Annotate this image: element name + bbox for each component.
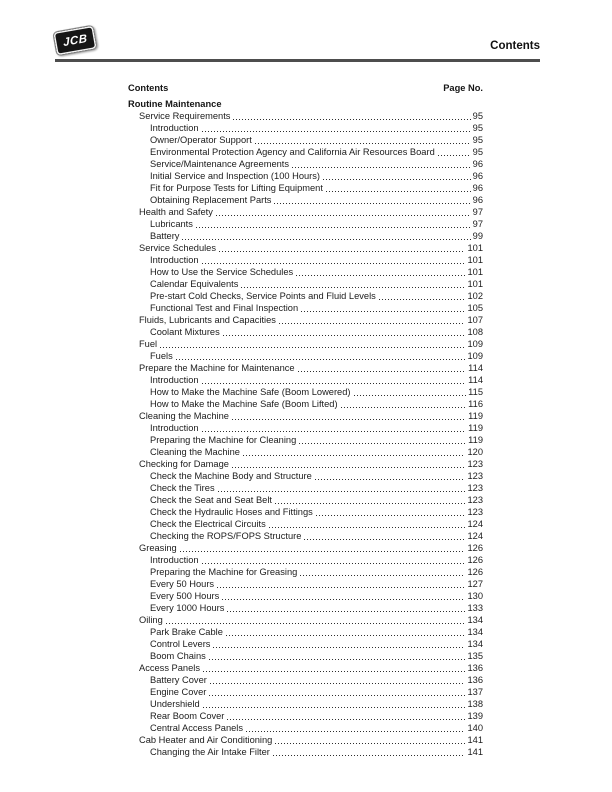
toc-entry-label: Obtaining Replacement Parts (150, 195, 272, 205)
dot-leader (217, 587, 465, 588)
toc-entry (128, 326, 483, 338)
toc-entry-label: Owner/Operator Support (150, 135, 252, 145)
toc-entry-label: Pre-start Cold Checks, Service Points and Fluid Levels (150, 291, 376, 301)
dot-leader (304, 539, 465, 540)
toc-entry-page: 136 (467, 663, 483, 673)
dot-leader (275, 503, 466, 504)
toc-entry (128, 398, 483, 410)
dot-leader (275, 743, 465, 744)
toc-entry-page: 96 (472, 183, 483, 193)
toc-entry-label: How to Make the Machine Safe (Boom Lifted) (150, 399, 338, 409)
dot-leader (223, 335, 466, 336)
toc-entry (128, 434, 483, 446)
dot-leader (241, 287, 465, 288)
header-divider (55, 59, 540, 62)
toc-entry (128, 746, 483, 758)
toc-entry-page: 97 (472, 207, 483, 217)
dot-leader (227, 719, 465, 720)
toc-entry-label: Control Levers (150, 639, 211, 649)
dot-leader (196, 227, 471, 228)
toc-entry (128, 182, 483, 194)
dot-leader (315, 479, 466, 480)
toc-entry (128, 518, 483, 530)
toc-entry (128, 290, 483, 302)
toc-entry (128, 338, 483, 350)
toc-entry-page: 140 (467, 723, 483, 733)
toc-entry-page: 95 (472, 123, 483, 133)
toc-entry (128, 206, 483, 218)
dot-leader (243, 455, 466, 456)
toc-entry (128, 230, 483, 242)
toc-entry-label: Check the Seat and Seat Belt (150, 495, 272, 505)
toc-entry (128, 626, 483, 638)
toc-entry-page: 105 (467, 303, 483, 313)
toc-entry-page: 123 (467, 471, 483, 481)
dot-leader (301, 311, 465, 312)
toc-entry-page: 134 (467, 615, 483, 625)
toc-entry-label: Calendar Equivalents (150, 279, 239, 289)
dot-leader (202, 131, 471, 132)
dot-leader (203, 671, 466, 672)
toc-entry-label: Introduction (150, 423, 199, 433)
toc-entry-label: How to Use the Service Schedules (150, 267, 294, 277)
dot-leader (182, 239, 470, 240)
dot-leader (296, 275, 465, 276)
dot-leader (202, 263, 466, 264)
toc-entry (128, 578, 483, 590)
toc-entry-label: Fluids, Lubricants and Capacities (139, 315, 276, 325)
toc-entry-label: How to Make the Machine Safe (Boom Lowered) (150, 387, 351, 397)
dot-leader (166, 623, 466, 624)
toc-entry-page: 134 (467, 627, 483, 637)
toc-entry-page: 123 (467, 495, 483, 505)
dot-leader (279, 323, 466, 324)
toc-entry (128, 554, 483, 566)
toc-entry (128, 362, 483, 374)
toc-entry (128, 218, 483, 230)
toc-entry (128, 278, 483, 290)
toc-entry-page: 102 (467, 291, 483, 301)
toc-entry-label: Greasing (139, 543, 177, 553)
page-title: Contents (490, 40, 540, 52)
dot-leader (232, 419, 466, 420)
toc-entry-label: Every 50 Hours (150, 579, 215, 589)
dot-leader (341, 407, 467, 408)
toc-entry-label: Cleaning the Machine (139, 411, 229, 421)
toc-entry-page: 124 (467, 531, 483, 541)
toc-entry (128, 650, 483, 662)
toc-entry (128, 158, 483, 170)
toc-entry (128, 686, 483, 698)
toc-entry-page: 138 (467, 699, 483, 709)
toc-entry-page: 135 (467, 651, 483, 661)
dot-leader (379, 299, 466, 300)
toc-entry-page: 126 (467, 555, 483, 565)
toc-header-row (128, 82, 483, 94)
dot-leader (269, 527, 466, 528)
dot-leader (274, 203, 470, 204)
toc-entry-label: Fuel (139, 339, 158, 349)
toc-entry-page: 115 (468, 387, 483, 397)
dot-leader (210, 683, 466, 684)
toc-entry-label: Check the Tires (150, 483, 215, 493)
toc-entry (128, 110, 483, 122)
toc-entry-label: Service/Maintenance Agreements (150, 159, 290, 169)
dot-leader (323, 179, 471, 180)
toc-entry (128, 710, 483, 722)
toc-entry-page: 123 (467, 507, 483, 517)
toc-entry-page: 116 (468, 399, 483, 409)
dot-leader (232, 467, 466, 468)
toc-entry (128, 542, 483, 554)
toc-entry-label: Health and Safety (139, 207, 213, 217)
toc-entry-label: Every 500 Hours (150, 591, 220, 601)
dot-leader (202, 431, 467, 432)
dot-leader (226, 635, 466, 636)
toc-column-title: Contents (128, 83, 169, 93)
dot-leader (233, 119, 470, 120)
toc-entry-label: Access Panels (139, 663, 200, 673)
toc-entry-label: Functional Test and Final Inspection (150, 303, 299, 313)
toc-entry-label: Lubricants (150, 219, 193, 229)
toc-entry-page: 124 (467, 519, 483, 529)
toc-entry-page: 109 (467, 351, 483, 361)
dot-leader (326, 191, 471, 192)
toc-entry-page: 95 (472, 135, 483, 145)
toc-entry-page: 130 (467, 591, 483, 601)
dot-leader (222, 599, 465, 600)
toc-entry (128, 242, 483, 254)
toc-entry-page: 136 (467, 675, 483, 685)
toc-rows (128, 98, 483, 758)
toc-entry-page: 114 (468, 375, 483, 385)
toc-entry (128, 494, 483, 506)
toc-entry-page: 109 (467, 339, 483, 349)
toc-entry-page: 126 (467, 543, 483, 553)
toc-entry-label: Cab Heater and Air Conditioning (139, 735, 273, 745)
toc-entry-page: 107 (467, 315, 483, 325)
toc-entry-page: 114 (468, 363, 483, 373)
dot-leader (180, 551, 466, 552)
toc-entry-page: 95 (472, 147, 483, 157)
toc-entry (128, 122, 483, 134)
toc-entry-page: 95 (472, 111, 483, 121)
table-of-contents (128, 82, 483, 758)
toc-entry (128, 698, 483, 710)
toc-entry (128, 482, 483, 494)
dot-leader (202, 563, 466, 564)
toc-entry-page: 96 (472, 171, 483, 181)
toc-entry-page: 139 (467, 711, 483, 721)
toc-entry-page: 141 (467, 735, 483, 745)
toc-entry-page: 119 (468, 423, 483, 433)
toc-entry (128, 98, 483, 110)
toc-entry-page: 126 (467, 567, 483, 577)
dot-leader (216, 215, 471, 216)
toc-entry-label: Undershield (150, 699, 200, 709)
dot-leader (209, 695, 465, 696)
toc-entry (128, 386, 483, 398)
toc-entry-label: Preparing the Machine for Greasing (150, 567, 298, 577)
dot-leader (160, 347, 465, 348)
toc-entry-page: 137 (467, 687, 483, 697)
toc-entry (128, 674, 483, 686)
toc-entry-label: Boom Chains (150, 651, 206, 661)
toc-entry (128, 734, 483, 746)
toc-entry-label: Changing the Air Intake Filter (150, 747, 270, 757)
toc-entry (128, 422, 483, 434)
toc-entry-page: 119 (468, 435, 483, 445)
dot-leader (292, 167, 471, 168)
dot-leader (273, 755, 466, 756)
dot-leader (255, 143, 471, 144)
dot-leader (202, 383, 467, 384)
jcb-logo (52, 25, 98, 57)
toc-entry-label: Battery (150, 231, 180, 241)
toc-entry-label: Rear Boom Cover (150, 711, 225, 721)
toc-entry-label: Coolant Mixtures (150, 327, 220, 337)
toc-entry-page: 141 (467, 747, 483, 757)
toc-entry-page: 101 (467, 243, 483, 253)
toc-entry-page: 96 (472, 195, 483, 205)
dot-leader (176, 359, 466, 360)
toc-entry-page: 123 (467, 459, 483, 469)
toc-entry (128, 458, 483, 470)
toc-entry (128, 194, 483, 206)
toc-entry (128, 590, 483, 602)
toc-entry-label: Park Brake Cable (150, 627, 223, 637)
toc-entry (128, 530, 483, 542)
dot-leader (227, 611, 465, 612)
toc-entry (128, 446, 483, 458)
toc-entry (128, 614, 483, 626)
toc-entry (128, 722, 483, 734)
toc-entry-label: Preparing the Machine for Cleaning (150, 435, 297, 445)
jcb-logo-text: JCB (62, 32, 88, 49)
toc-entry-label: Prepare the Machine for Maintenance (139, 363, 295, 373)
toc-entry-label: Central Access Panels (150, 723, 244, 733)
toc-entry-page: 101 (467, 255, 483, 265)
toc-entry-label: Oiling (139, 615, 163, 625)
dot-leader (299, 443, 466, 444)
toc-entry-page: 101 (467, 279, 483, 289)
toc-entry (128, 410, 483, 422)
toc-entry-label: Introduction (150, 255, 199, 265)
dot-leader (218, 491, 466, 492)
toc-entry (128, 602, 483, 614)
dot-leader (438, 155, 471, 156)
toc-entry (128, 254, 483, 266)
toc-entry (128, 146, 483, 158)
toc-entry-label: Cleaning the Machine (150, 447, 240, 457)
toc-entry-page: 108 (467, 327, 483, 337)
toc-entry-label: Service Requirements (139, 111, 231, 121)
toc-entry (128, 170, 483, 182)
toc-entry-page: 123 (467, 483, 483, 493)
dot-leader (203, 707, 466, 708)
dot-leader (246, 731, 465, 732)
toc-entry-label: Check the Electrical Circuits (150, 519, 266, 529)
toc-entry-page: 99 (472, 231, 483, 241)
toc-entry (128, 470, 483, 482)
toc-entry-label: Fuels (150, 351, 173, 361)
dot-leader (213, 647, 465, 648)
toc-page-no-label: Page No. (443, 83, 483, 93)
dot-leader (298, 371, 467, 372)
toc-entry-label: Engine Cover (150, 687, 207, 697)
toc-entry-label: Battery Cover (150, 675, 207, 685)
toc-entry (128, 566, 483, 578)
toc-entry-page: 133 (467, 603, 483, 613)
toc-entry-label: Checking the ROPS/FOPS Structure (150, 531, 302, 541)
toc-entry (128, 302, 483, 314)
toc-entry (128, 314, 483, 326)
toc-entry-label: Every 1000 Hours (150, 603, 225, 613)
toc-entry-page: 127 (467, 579, 483, 589)
toc-entry-label: Check the Machine Body and Structure (150, 471, 312, 481)
toc-entry (128, 374, 483, 386)
dot-leader (219, 251, 465, 252)
toc-entry (128, 350, 483, 362)
toc-entry-label: Fit for Purpose Tests for Lifting Equipment (150, 183, 323, 193)
toc-entry-page: 134 (467, 639, 483, 649)
toc-entry-page: 119 (468, 411, 483, 421)
dot-leader (209, 659, 466, 660)
toc-entry-label: Introduction (150, 123, 199, 133)
toc-entry-label: Routine Maintenance (128, 99, 222, 109)
toc-entry (128, 134, 483, 146)
toc-entry-label: Initial Service and Inspection (100 Hours) (150, 171, 321, 181)
toc-entry (128, 266, 483, 278)
toc-entry-label: Introduction (150, 375, 199, 385)
toc-entry (128, 638, 483, 650)
toc-entry-label: Checking for Damage (139, 459, 229, 469)
dot-leader (300, 575, 465, 576)
toc-entry (128, 662, 483, 674)
toc-entry-page: 120 (467, 447, 483, 457)
toc-entry-label: Introduction (150, 555, 199, 565)
dot-leader (354, 395, 467, 396)
toc-entry-page: 96 (472, 159, 483, 169)
toc-entry-label: Environmental Protection Agency and California Air Resources Board (150, 147, 435, 157)
toc-entry-label: Check the Hydraulic Hoses and Fittings (150, 507, 313, 517)
toc-entry-page: 97 (472, 219, 483, 229)
toc-entry-page: 101 (467, 267, 483, 277)
dot-leader (316, 515, 466, 516)
toc-entry-label: Service Schedules (139, 243, 216, 253)
toc-entry (128, 506, 483, 518)
